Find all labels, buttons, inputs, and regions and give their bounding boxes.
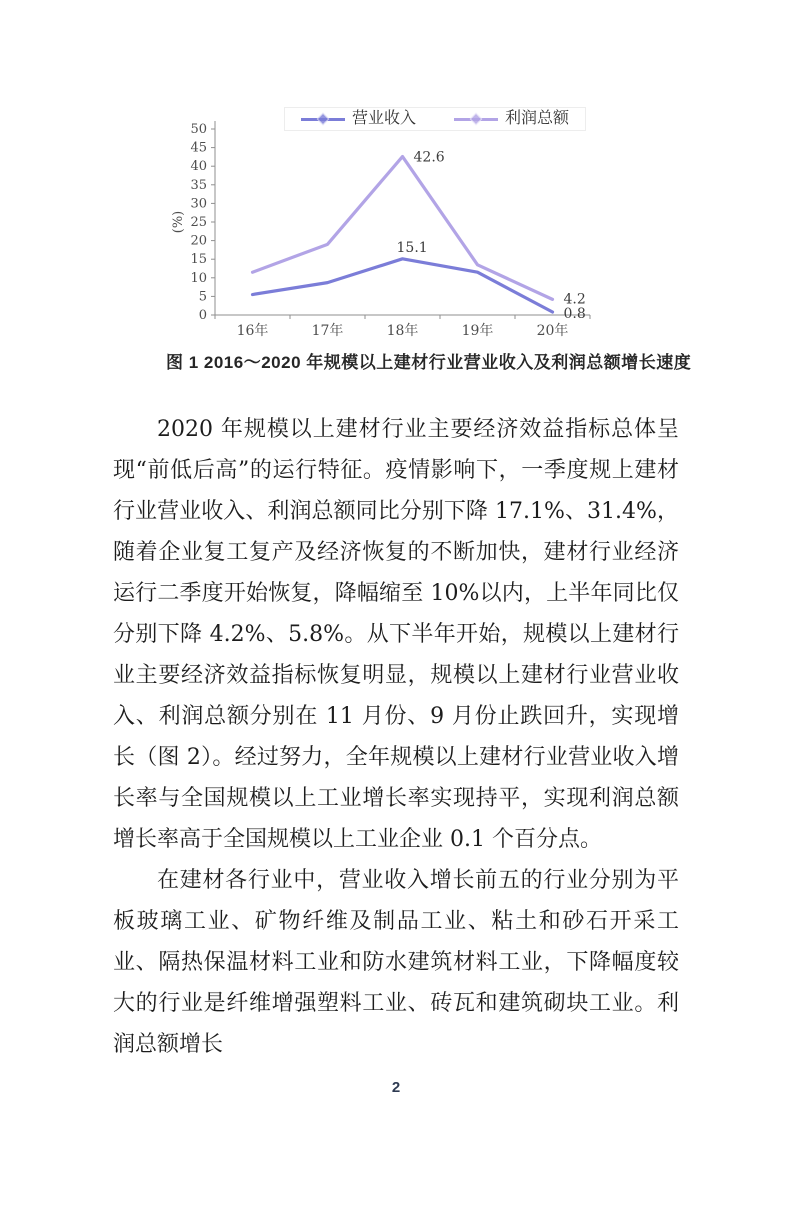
y-tick-label: 45: [190, 140, 207, 156]
page-number: 2: [391, 1079, 401, 1096]
y-tick-label: 25: [190, 215, 207, 230]
data-label: 0.8: [563, 306, 586, 323]
data-label: 4.2: [563, 291, 586, 308]
document-body: [113, 409, 679, 1065]
x-tick-label: 18年: [386, 323, 419, 339]
legend-label-profit: 利润总额: [505, 110, 570, 127]
series-line-0: [253, 259, 553, 312]
legend-item-profit: [454, 111, 569, 127]
y-tick-label: 35: [190, 177, 207, 193]
y-tick-label: 20: [190, 233, 207, 249]
data-label: 15.1: [396, 239, 428, 256]
legend-line: [454, 118, 498, 121]
legend-label-revenue: 营业收入: [352, 110, 417, 127]
growth-chart: [166, 100, 626, 340]
figure-1: [166, 100, 692, 373]
legend-marker: [317, 113, 330, 126]
legend-item-revenue: [301, 111, 416, 127]
data-label: 42.6: [413, 149, 445, 166]
x-tick-label: 20年: [536, 323, 569, 339]
y-tick-label: 30: [190, 196, 207, 212]
y-tick-label: 15: [190, 252, 207, 268]
y-tick-label: 10: [190, 270, 207, 286]
paragraph-2: 在建材各行业中，营业收入增长前五的行业分别为平板玻璃工业、矿物纤维及制品工业、粘土和砂石开采工业、隔热保温材料工业和防水建筑材料工业，下降幅度较大的行业是纤维增强塑料工业、砖瓦和建筑砌块工业。利润总额增长: [113, 868, 679, 1057]
legend-line: [301, 118, 345, 121]
y-tick-label: 0: [198, 308, 207, 323]
x-tick-label: 19年: [461, 323, 494, 339]
x-tick-label: 17年: [311, 323, 344, 339]
y-tick-label: 40: [190, 159, 207, 175]
figure-caption: 图 1 2016～2020 年规模以上建材行业营业收入及利润总额增长速度: [166, 353, 692, 372]
x-tick-label: 16年: [236, 323, 269, 339]
y-tick-label: 5: [198, 289, 207, 305]
paragraph-1: 2020 年规模以上建材行业主要经济效益指标总体呈现“前低后高”的运行特征。疫情影响下，一季度规上建材行业营业收入、利润总额同比分别下降 17.1%、31.4%，随着企业复工复产及经济恢复的不断加快，建材行业经济运行二季度开始恢复，降幅缩至 10%以内，上半年同比仅分别下降 4.2%、5.8%。从下半年开始，规模以上建材行业主要经济效益指标恢复明显，规模以上建材行业营业收入、利润总额分别在 11 月份、9 月份止跌回升，实现增长（图 2）。经过努力，全年规模以上建材行业营业收入增长率与全国规模以上工业增长率实现持平，实现利润总额增长率高于全国规模以上工业企业 0.1 个百分点。: [113, 417, 679, 852]
series-line-1: [253, 157, 553, 300]
y-tick-label: 50: [190, 122, 207, 137]
chart-legend: [284, 107, 586, 131]
legend-marker: [470, 113, 483, 126]
y-axis-title: (%): [171, 210, 186, 234]
